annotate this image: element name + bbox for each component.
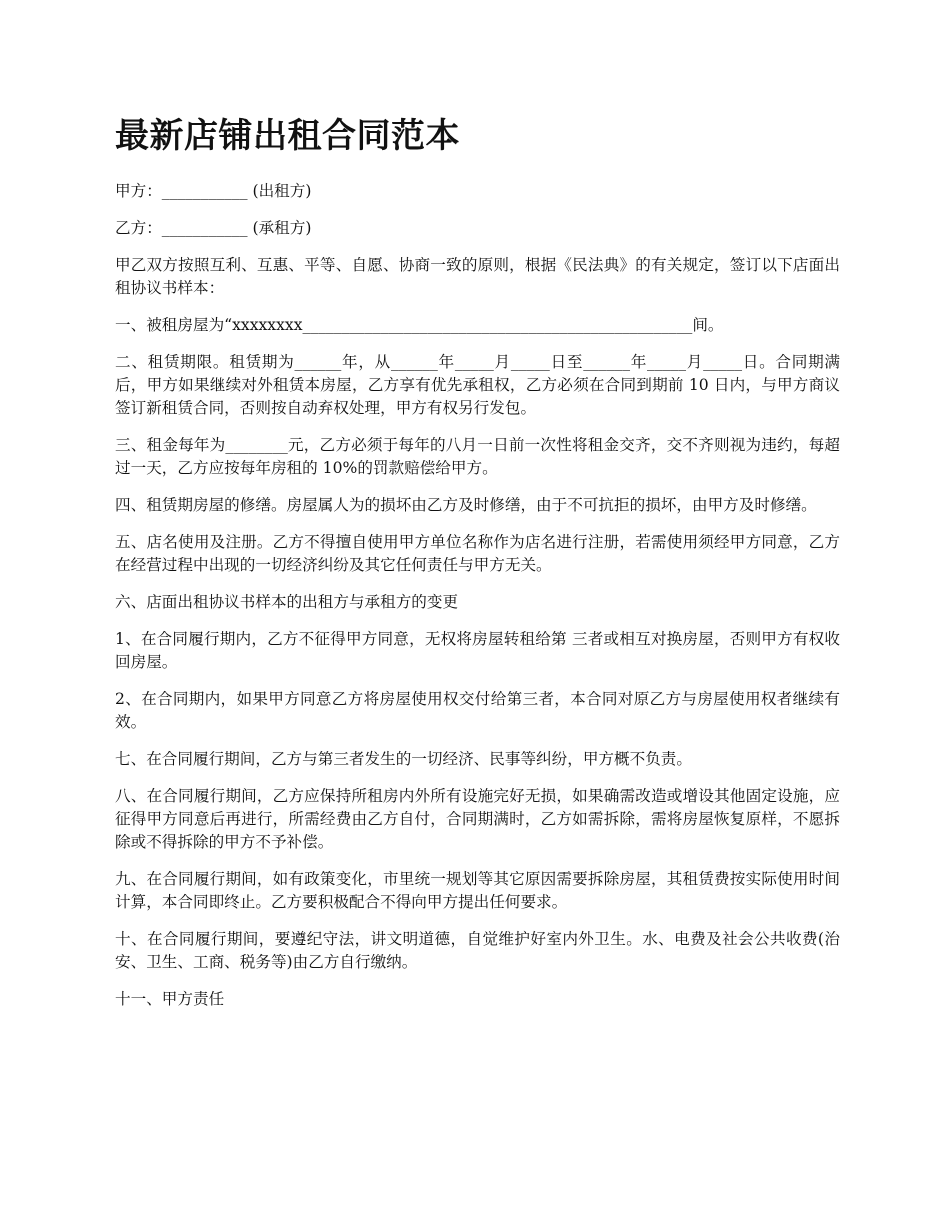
party-a-line: 甲方：___________ (出租方) <box>115 182 312 200</box>
clause-1-premises: 一、被租房屋为“xxxxxxxx__________________________________________________间。 <box>115 316 724 334</box>
clause-8-facilities: 八、在合同履行期间，乙方应保持所租房内外所有设施完好无损，如果确需改造或增设其他固定设施，应征得甲方同意后再进行，所需经费由乙方自付，合同期满时，乙方如需拆除，需将房屋恢复原样，不愿拆除或不得拆除的甲方不予补偿。 <box>115 787 840 851</box>
clause-3-rent: 三、租金每年为________元，乙方必须于每年的八月一日前一次性将租金交齐，交不齐则视为违约，每超过一天，乙方应按每年房租的 10%的罚款赔偿给甲方。 <box>115 436 840 477</box>
clause-9-policy-change: 九、在合同履行期间，如有政策变化，市里统一规划等其它原因需要拆除房屋，其租赁费按实际使用时间计算，本合同即终止。乙方要积极配合不得向甲方提出任何要求。 <box>115 870 840 911</box>
preamble-paragraph: 甲乙双方按照互利、互惠、平等、自愿、协商一致的原则，根据《民法典》的有关规定，签订以下店面出租协议书样本： <box>115 256 840 297</box>
document-page <box>115 112 840 1025</box>
party-b-line: 乙方：___________ (承租方) <box>115 219 312 237</box>
clause-10-conduct-fees: 十、在合同履行期间，要遵纪守法，讲文明道德，自觉维护好室内外卫生。水、电费及社会公共收费(治安、卫生、工商、税务等)由乙方自行缴纳。 <box>115 930 840 971</box>
clause-5-store-name: 五、店名使用及注册。乙方不得擅自使用甲方单位名称作为店名进行注册，若需使用须经甲方同意，乙方在经营过程中出现的一切经济纠纷及其它任何责任与甲方无关。 <box>115 533 840 574</box>
clause-11-heading: 十一、甲方责任 <box>115 990 225 1008</box>
clause-4-repairs: 四、租赁期房屋的修缮。房屋属人为的损坏由乙方及时修缮，由于不可抗拒的损坏，由甲方及时修缮。 <box>115 496 817 514</box>
clause-6-party-change: 六、店面出租协议书样本的出租方与承租方的变更 <box>115 593 459 611</box>
document-title: 最新店铺出租合同范本 <box>115 116 460 156</box>
clause-6-item-2: 2、在合同期内，如果甲方同意乙方将房屋使用权交付给第三者，本合同对原乙方与房屋使用权者继续有效。 <box>115 690 840 731</box>
clause-2-lease-term: 二、租赁期限。租赁期为______年，从______年_____月_____日至______年_____月_____日。合同期满后，甲方如果继续对外租赁本房屋，乙方享有优先承租权，乙方必须在合同到期前 10 日内，与甲方商议签订新租赁合同，否则按自动弃权处理，甲方有权另行发包。 <box>115 353 840 417</box>
clause-7-disputes: 七、在合同履行期间，乙方与第三者发生的一切经济、民事等纠纷，甲方概不负责。 <box>115 750 692 768</box>
clause-6-item-1: 1、在合同履行期内，乙方不征得甲方同意，无权将房屋转租给第 三者或相互对换房屋，否则甲方有权收回房屋。 <box>115 630 840 671</box>
